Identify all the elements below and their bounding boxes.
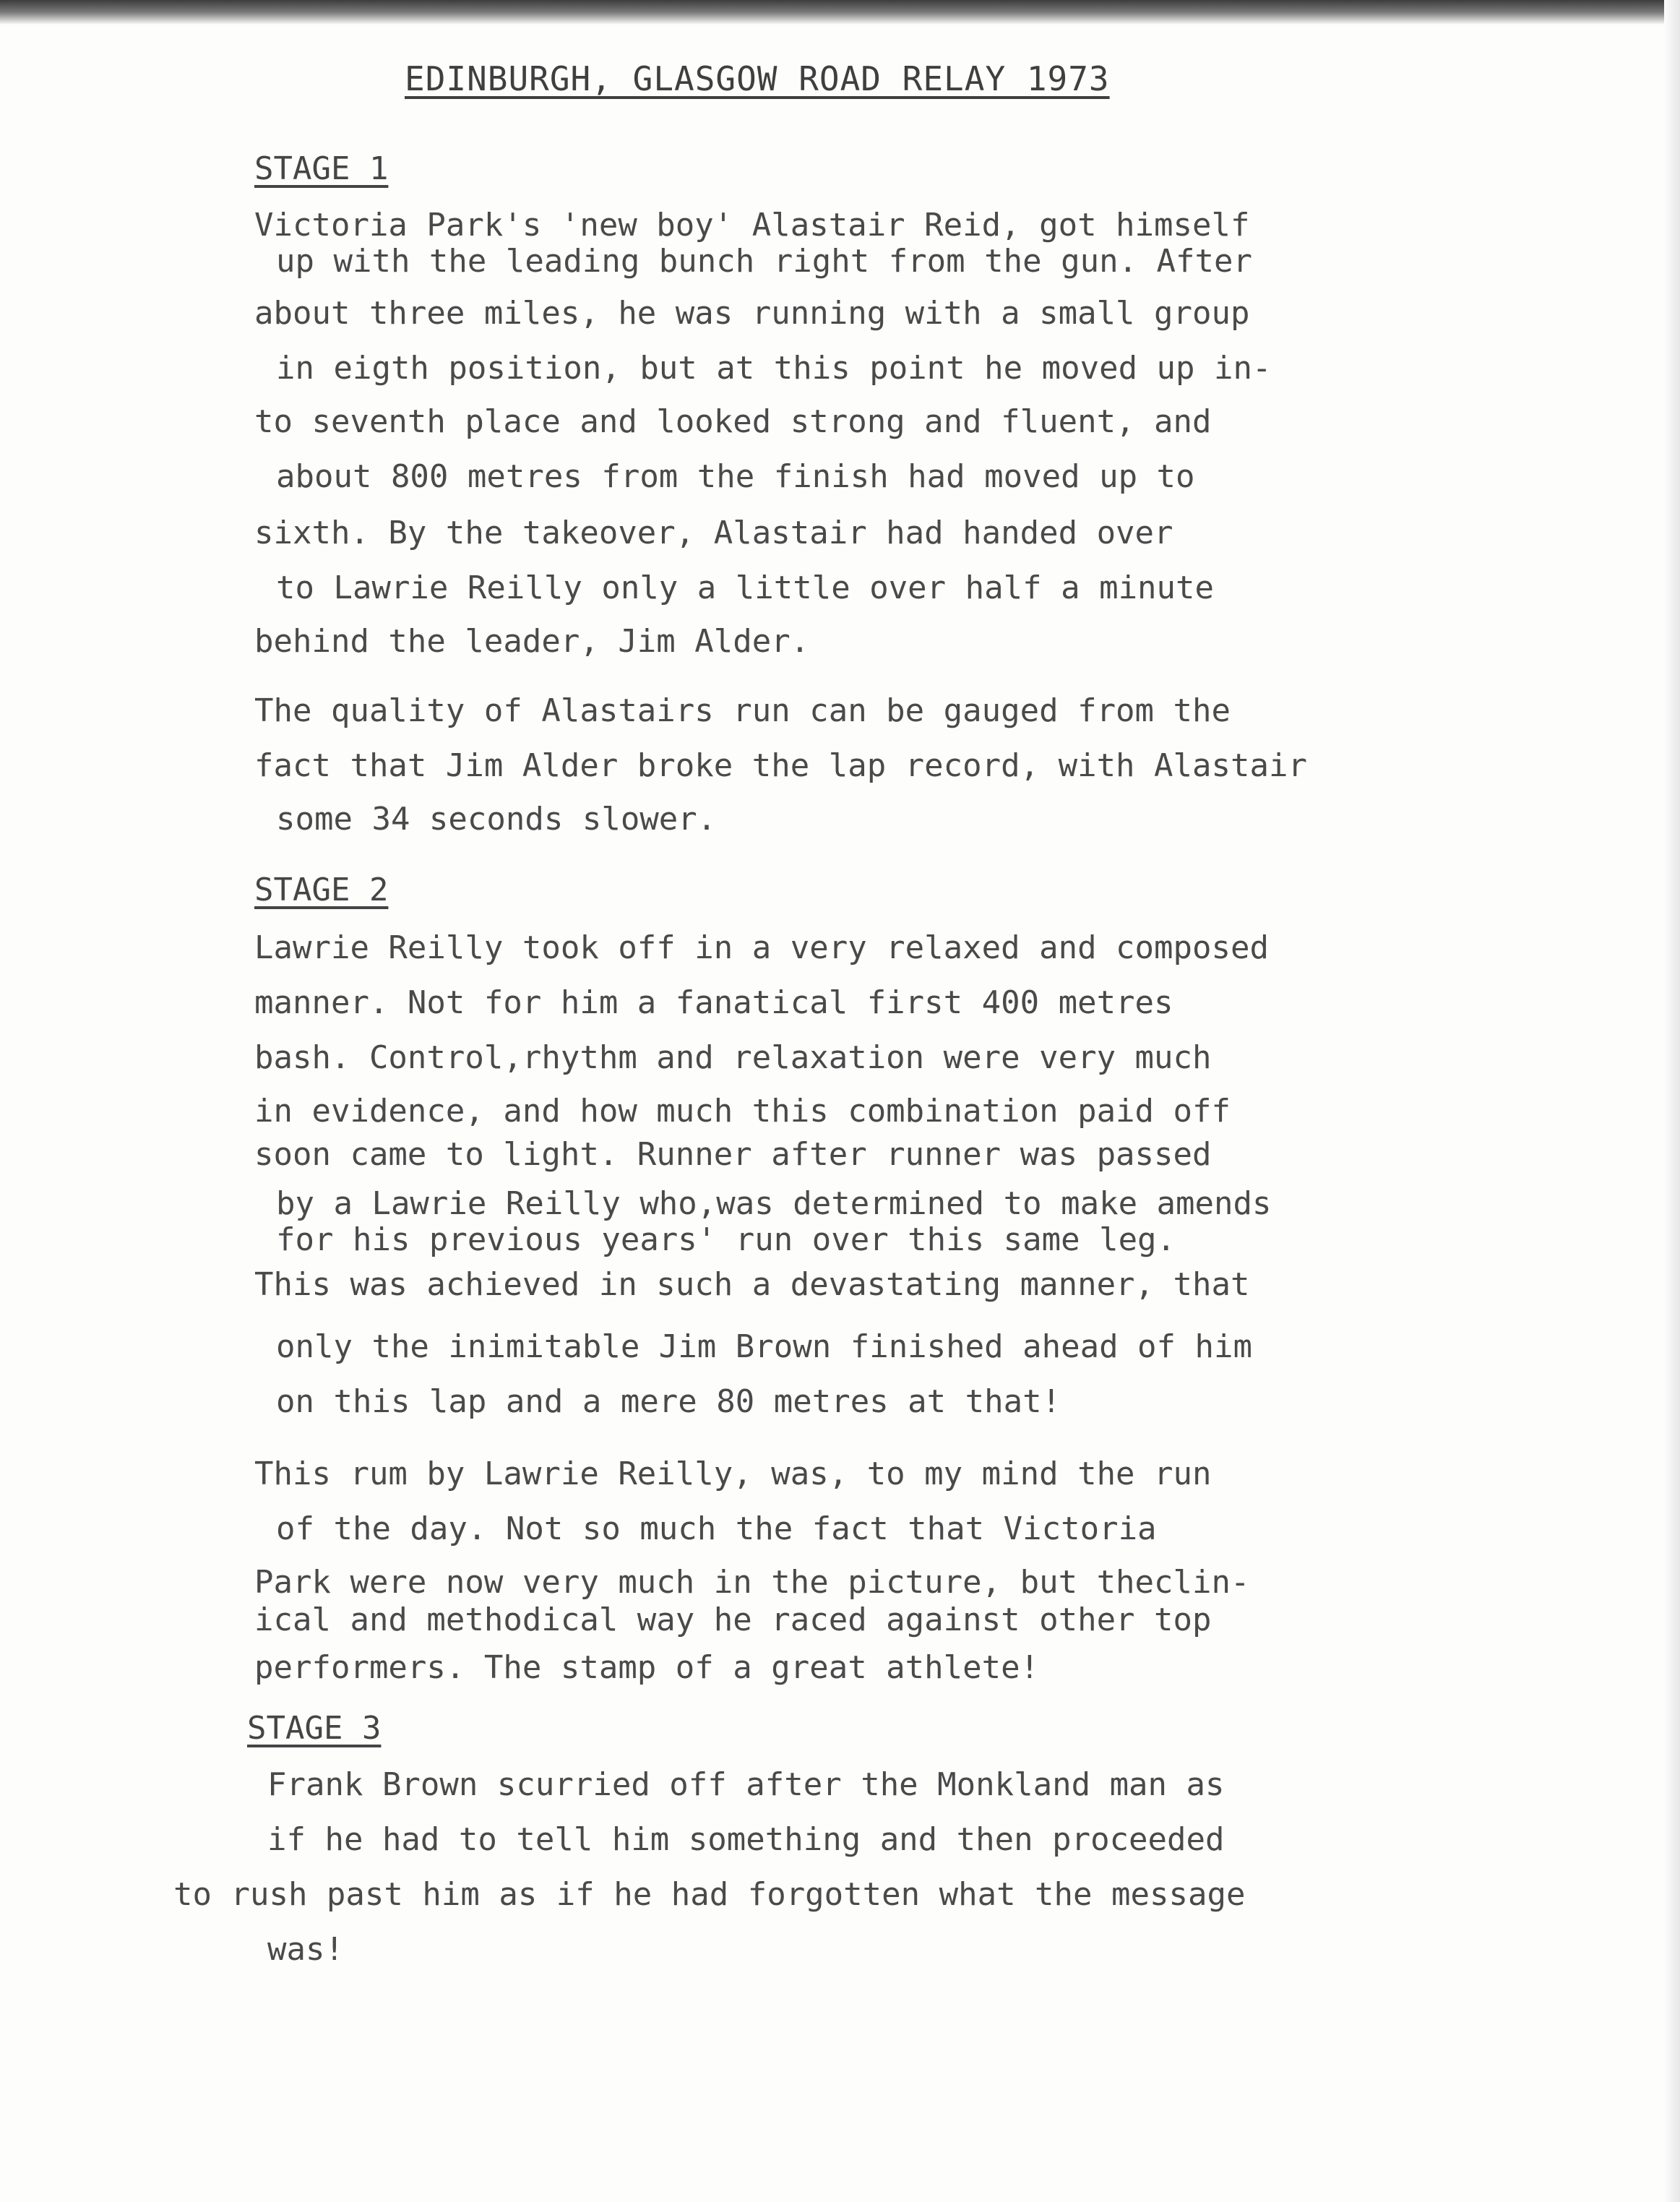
stage-1-line-1: Victoria Park's 'new boy' Alastair Reid, got himself [254,207,1250,244]
stage-3-line-2: if he had to tell him something and then proceeded [267,1821,1225,1858]
stage-2-line-8: This was achieved in such a devastating manner, that [254,1266,1250,1303]
stage-2-p2-line-3: Park were now very much in the picture, but theclin- [254,1564,1250,1601]
stage-1-p2-line-3: some 34 seconds slower. [276,801,717,838]
stage-3-line-1: Frank Brown scurried off after the Monkland man as [267,1766,1225,1803]
stage-1-heading: STAGE 1 [254,150,389,187]
stage-1-line-4: in eigth position, but at this point he moved up in- [276,350,1272,387]
stage-1-line-6: about 800 metres from the finish had moved up to [276,458,1195,495]
stage-2-heading: STAGE 2 [254,872,389,908]
stage-2-line-6: by a Lawrie Reilly who,was determined to make amends [276,1185,1272,1222]
stage-1-line-9: behind the leader, Jim Alder. [254,623,810,660]
stage-3-heading: STAGE 3 [247,1710,382,1747]
stage-3-line-3: to rush past him as if he had forgotten what the message [173,1876,1246,1913]
document-title: EDINBURGH, GLASGOW ROAD RELAY 1973 [405,59,1110,98]
scan-top-edge [0,0,1680,25]
stage-2-p2-line-1: This rum by Lawrie Reilly, was, to my mind the run [254,1455,1212,1492]
stage-1-line-5: to seventh place and looked strong and fluent, and [254,403,1212,440]
stage-2-line-5: soon came to light. Runner after runner was passed [254,1136,1212,1173]
stage-2-p2-line-2: of the day. Not so much the fact that Victoria [276,1510,1157,1547]
stage-1-p2-line-2: fact that Jim Alder broke the lap record, with Alastair [254,747,1307,784]
stage-2-line-4: in evidence, and how much this combination paid off [254,1093,1231,1130]
stage-2-line-1: Lawrie Reilly took off in a very relaxed and composed [254,929,1269,966]
stage-1-line-7: sixth. By the takeover, Alastair had handed over [254,515,1173,551]
stage-3-line-4: was! [267,1931,344,1968]
stage-2-line-7: for his previous years' run over this same leg. [276,1221,1176,1258]
stage-2-p2-line-5: performers. The stamp of a great athlete! [254,1649,1040,1686]
stage-2-line-10: on this lap and a mere 80 metres at that! [276,1383,1061,1420]
stage-2-line-9: only the inimitable Jim Brown finished ahead of him [276,1328,1253,1365]
stage-2-line-2: manner. Not for him a fanatical first 400 metres [254,984,1173,1021]
stage-2-line-3: bash. Control,rhythm and relaxation were very much [254,1039,1212,1076]
stage-1-line-3: about three miles, he was running with a small group [254,295,1250,332]
scan-right-shadow [1664,0,1680,2202]
stage-1-line-2: up with the leading bunch right from the gun. After [276,243,1253,280]
stage-1-p2-line-1: The quality of Alastairs run can be gauged from the [254,692,1231,729]
stage-2-p2-line-4: ical and methodical way he raced against other top [254,1601,1212,1638]
stage-1-line-8: to Lawrie Reilly only a little over half a minute [276,569,1215,606]
